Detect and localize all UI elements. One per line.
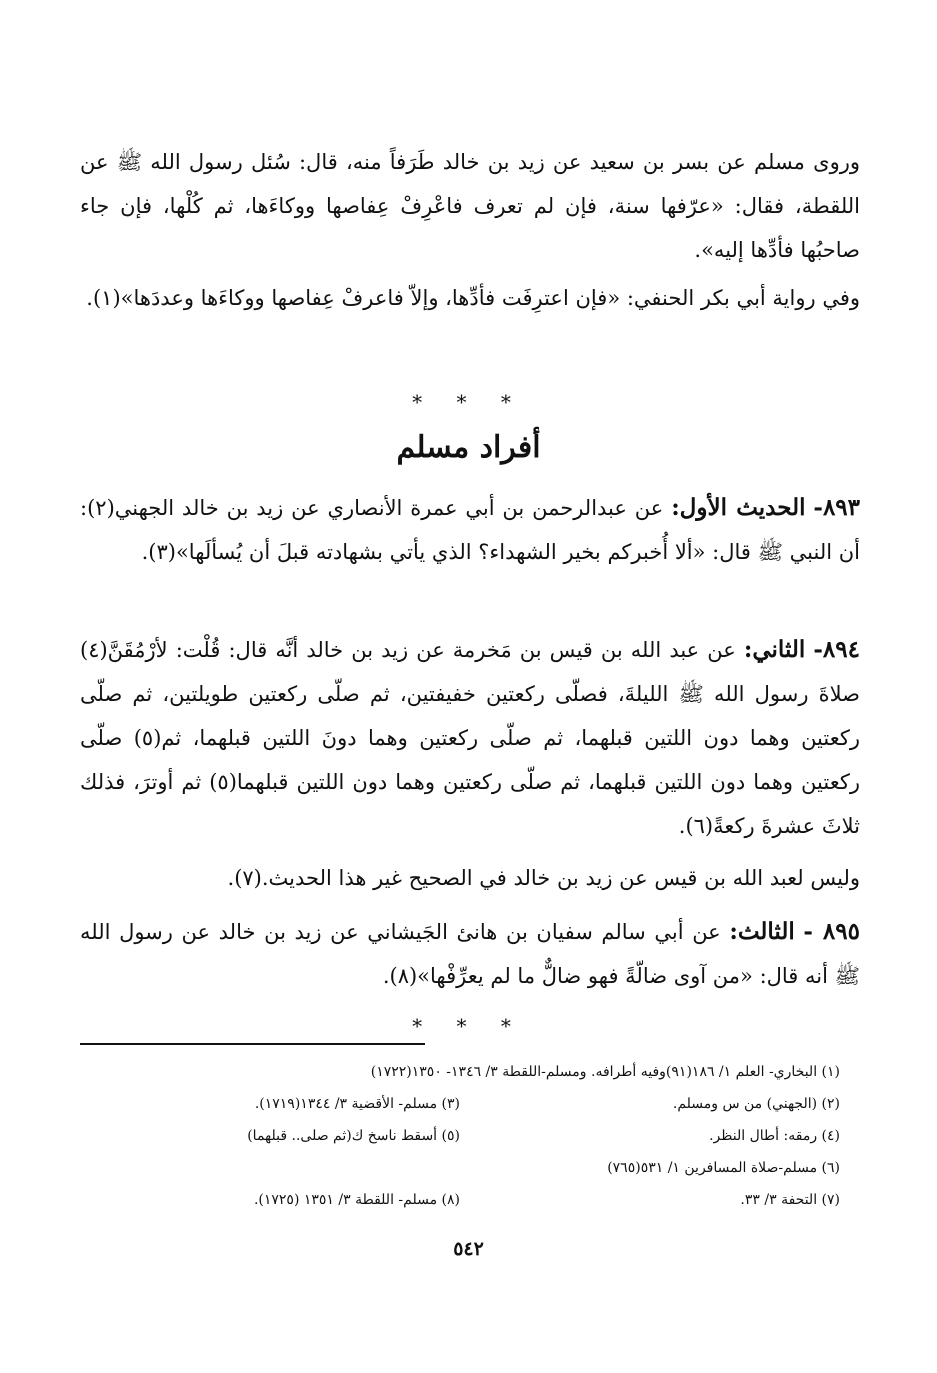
footnote-rule bbox=[80, 1043, 425, 1045]
hadith-label: الثالث: bbox=[729, 918, 795, 945]
intro-text-2: وفي رواية أبي بكر الحنفي: «فإن اعترِفَت فأدِّها، وإلاّ فاعرفْ عِفاصها ووكاءَها وعددَها»(١). bbox=[86, 286, 860, 310]
footnote-8: (٨) مسلم- اللقطة ٣/ ١٣٥١ (١٧٢٥). bbox=[253, 1192, 460, 1208]
footnote-3: (٣) مسلم- الأقضية ٣/ ١٣٤٤(١٧١٩). bbox=[254, 1096, 460, 1112]
hadith-label: الثاني: bbox=[743, 636, 806, 663]
footnote-6: (٦) مسلم-صلاة المسافرين ١/ ٥٣١(٧٦٥) bbox=[607, 1160, 840, 1176]
note-text: وليس لعبد الله بن قيس عن زيد بن خالد في الصحيح غير هذا الحديث.(٧). bbox=[227, 866, 860, 890]
hadith-number: ٨٩٤- bbox=[813, 636, 860, 663]
hadith-895 bbox=[80, 910, 860, 998]
footnote-2: (٢) (الجهني) من س ومسلم. bbox=[672, 1096, 840, 1112]
intro-paragraph bbox=[80, 140, 860, 272]
footnote-1: (١) البخاري- العلم ١/ ١٨٦(٩١)وفيه أطرافه. ومسلم-اللقطة ٣/ ١٣٤٦- ١٣٥٠(١٧٢٢) bbox=[370, 1064, 840, 1080]
hadith-text: عن عبد الله بن قيس بن مَخرمة عن زيد بن خالد أنَّه قال: قُلْت: لأرْمُقَنَّ(٤) صلاةَ رسول الله ﷺ الليلةَ، فصلّى ركعتين خفيفتين، ثم صلّى ركعتين طويلتين، ثم صلّى ركعتين وهما دون اللتين قبلهما، ثم صلّى ركعتين وهما دونَ اللتين قبلهما، ثم(٥) صلّى ركعتين وهما دون اللتين قبلهما، ثم صلّى ركعتين وهما دون اللتين قبلهما(٥) ثم أوترَ، فذلك ثلاثَ عشرةَ ركعةً(٦). bbox=[80, 638, 861, 838]
hadith-number: ٨٩٣- bbox=[813, 494, 860, 521]
intro-text-1: وروى مسلم عن بسر بن سعيد عن زيد بن خالد طَرَفاً منه، قال: سُئل رسول الله ﷺ عن اللقطة، فقال: «عرّفها سنة، فإن لم تعرف فاعْرِفْ عِفاصها ووكاءَها، ثم كُلْها، فإن جاء صاحبُها فأدِّها إليه». bbox=[80, 150, 860, 262]
hadith-text: عن عبدالرحمن بن أبي عمرة الأنصاري عن زيد بن خالد الجهني(٢): أن النبي ﷺ قال: «ألا أُخبركم بخير الشهداء؟ الذي يأتي بشهادته قبلَ أن يُسألَها»(٣). bbox=[80, 496, 860, 564]
intro-paragraph-2 bbox=[80, 276, 860, 320]
separator-stars-bottom: * * * bbox=[412, 1014, 525, 1038]
hadith-text: عن أبي سالم سفيان بن هانئ الجَيشاني عن زيد بن خالد عن رسول الله ﷺ أنه قال: «من آوى ضالّةً فهو ضالٌّ ما لم يعرِّفْها»(٨). bbox=[80, 920, 860, 988]
hadith-number: ٨٩٥ - bbox=[803, 918, 860, 945]
footnote-4: (٤) رمقه: أطال النظر. bbox=[709, 1128, 840, 1144]
section-title: أفراد مسلم bbox=[396, 430, 541, 465]
note-paragraph bbox=[80, 856, 860, 900]
hadith-label: الحديث الأول: bbox=[671, 494, 806, 521]
footnotes bbox=[80, 1056, 840, 1216]
hadith-894 bbox=[80, 628, 860, 848]
separator-stars-top: * * * bbox=[412, 390, 525, 414]
page-number: ٥٤٢ bbox=[453, 1238, 484, 1260]
footnote-7: (٧) التحفة ٣/ ٣٣. bbox=[740, 1192, 840, 1208]
footnote-5: (٥) أسقط ناسخ ك(ثم صلى.. قبلهما) bbox=[247, 1128, 460, 1144]
hadith-893 bbox=[80, 486, 860, 574]
